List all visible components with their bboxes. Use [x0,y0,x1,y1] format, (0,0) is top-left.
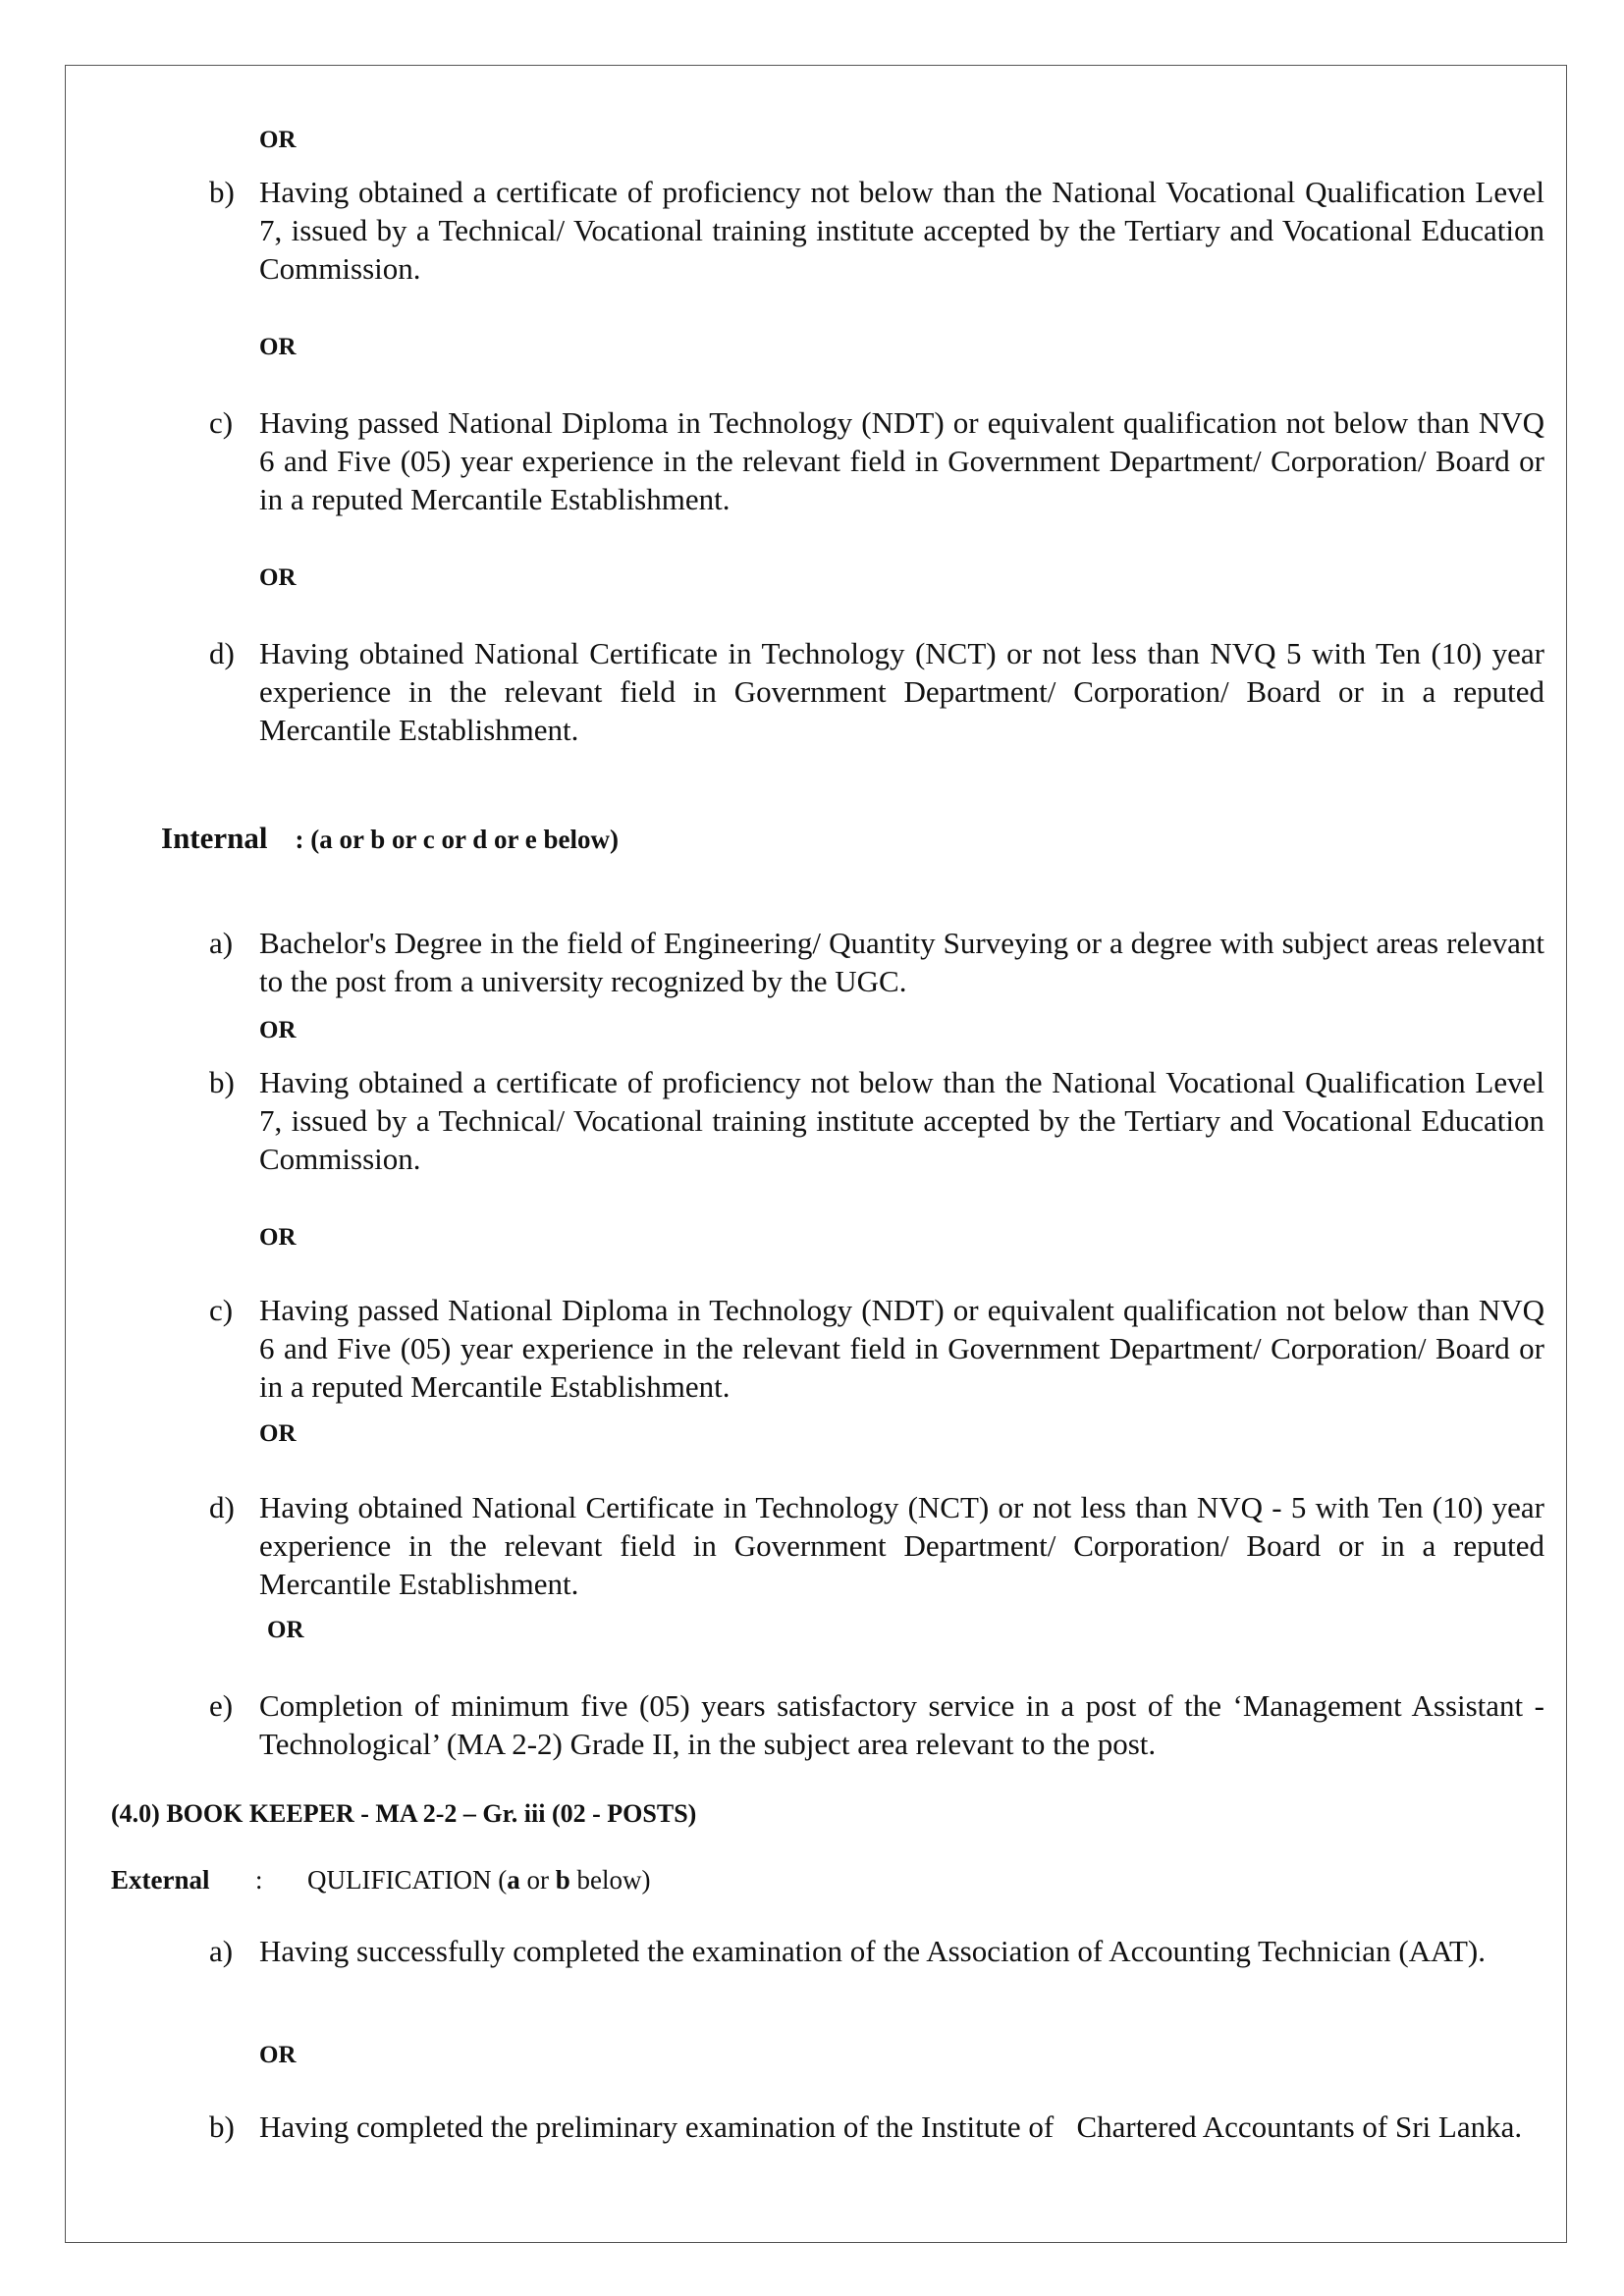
qualification-suffix: below) [569,1865,651,1895]
qualification-option-b: b [555,1865,570,1895]
qualification-option-a: a [507,1865,520,1895]
item-label: b) [209,1065,235,1099]
book-keeper-item-a [209,1932,1544,1970]
or-separator: OR [259,1420,297,1447]
item-text: Having obtained a certificate of proficiency not below than the National Vocational Qualification Level 7, issued by a Technical/ Vocational training institute accepted by the Tertiary and Vocational Education Commission. [259,1065,1544,1176]
external-qualification-row [111,1865,651,1896]
or-separator: OR [259,564,297,591]
internal-heading: Internal [161,821,268,855]
item-text: Having completed the preliminary examination of the Institute of Chartered Accountants of Sri Lanka. [259,2109,1523,2144]
item-text: Bachelor's Degree in the field of Engineering/ Quantity Surveying or a degree with subject areas relevant to the post from a university recognized by the UGC. [259,926,1544,998]
internal-item-a [209,924,1544,1000]
or-separator: OR [259,127,297,153]
or-separator: OR [259,1017,297,1043]
qualification-item-b [209,173,1544,288]
item-label: d) [209,636,235,670]
external-label: External [111,1865,210,1895]
or-separator: OR [259,2042,297,2068]
item-text: Having obtained National Certificate in Technology (NCT) or not less than NVQ - 5 with Ten (10) year experience in the relevant field in Government Department/ Corporation/ Board or in a reputed Mercantile Establishment. [259,1490,1544,1601]
item-label: e) [209,1688,234,1723]
item-text: Having passed National Diploma in Technology (NDT) or equivalent qualification not below than NVQ 6 and Five (05) year experience in the relevant field in Government Department/ Corporation/ Board or in a reputed Mercantile Establishment. [259,405,1544,516]
qualification-prefix: QULIFICATION ( [307,1865,508,1895]
internal-item-e [209,1686,1544,1763]
item-label: c) [209,405,234,440]
internal-item-b [209,1063,1544,1178]
qualification-or: or [519,1865,556,1895]
item-text: Having successfully completed the examination of the Association of Accounting Technician (AAT). [259,1934,1486,1968]
qualification-item-c [209,403,1544,518]
section-title: (4.0) BOOK KEEPER - MA 2-2 – Gr. iii (02 - POSTS) [111,1799,697,1828]
item-label: b) [209,175,235,209]
item-text: Completion of minimum five (05) years satisfactory service in a post of the ‘Management Assistant - Technological’ (MA 2-2) Grade II, in the subject area relevant to the post. [259,1688,1544,1761]
internal-heading-row [161,821,619,856]
internal-condition: : (a or b or c or d or e below) [295,825,619,854]
item-label: b) [209,2109,235,2144]
qualification-condition [307,1865,651,1896]
item-label: c) [209,1293,234,1327]
qualification-item-d [209,634,1544,749]
or-separator: OR [259,334,297,360]
item-text: Having obtained National Certificate in Technology (NCT) or not less than NVQ 5 with Ten (10) year experience in the relevant field in Government Department/ Corporation/ Board or in a reputed Mercantile Establishment. [259,636,1544,747]
or-separator: OR [267,1617,304,1643]
colon: : [255,1865,263,1895]
item-text: Having passed National Diploma in Technology (NDT) or equivalent qualification not below than NVQ 6 and Five (05) year experience in the relevant field in Government Department/ Corporation/ Board or in a reputed Mercantile Establishment. [259,1293,1544,1404]
internal-item-d [209,1488,1544,1603]
item-label: a) [209,1934,234,1968]
item-text: Having obtained a certificate of proficiency not below than the National Vocational Qualification Level 7, issued by a Technical/ Vocational training institute accepted by the Tertiary and Vocational Education Commission. [259,175,1544,286]
internal-item-c [209,1291,1544,1406]
item-label: a) [209,926,234,960]
or-separator: OR [259,1224,297,1251]
item-label: d) [209,1490,235,1524]
book-keeper-item-b [209,2108,1544,2146]
